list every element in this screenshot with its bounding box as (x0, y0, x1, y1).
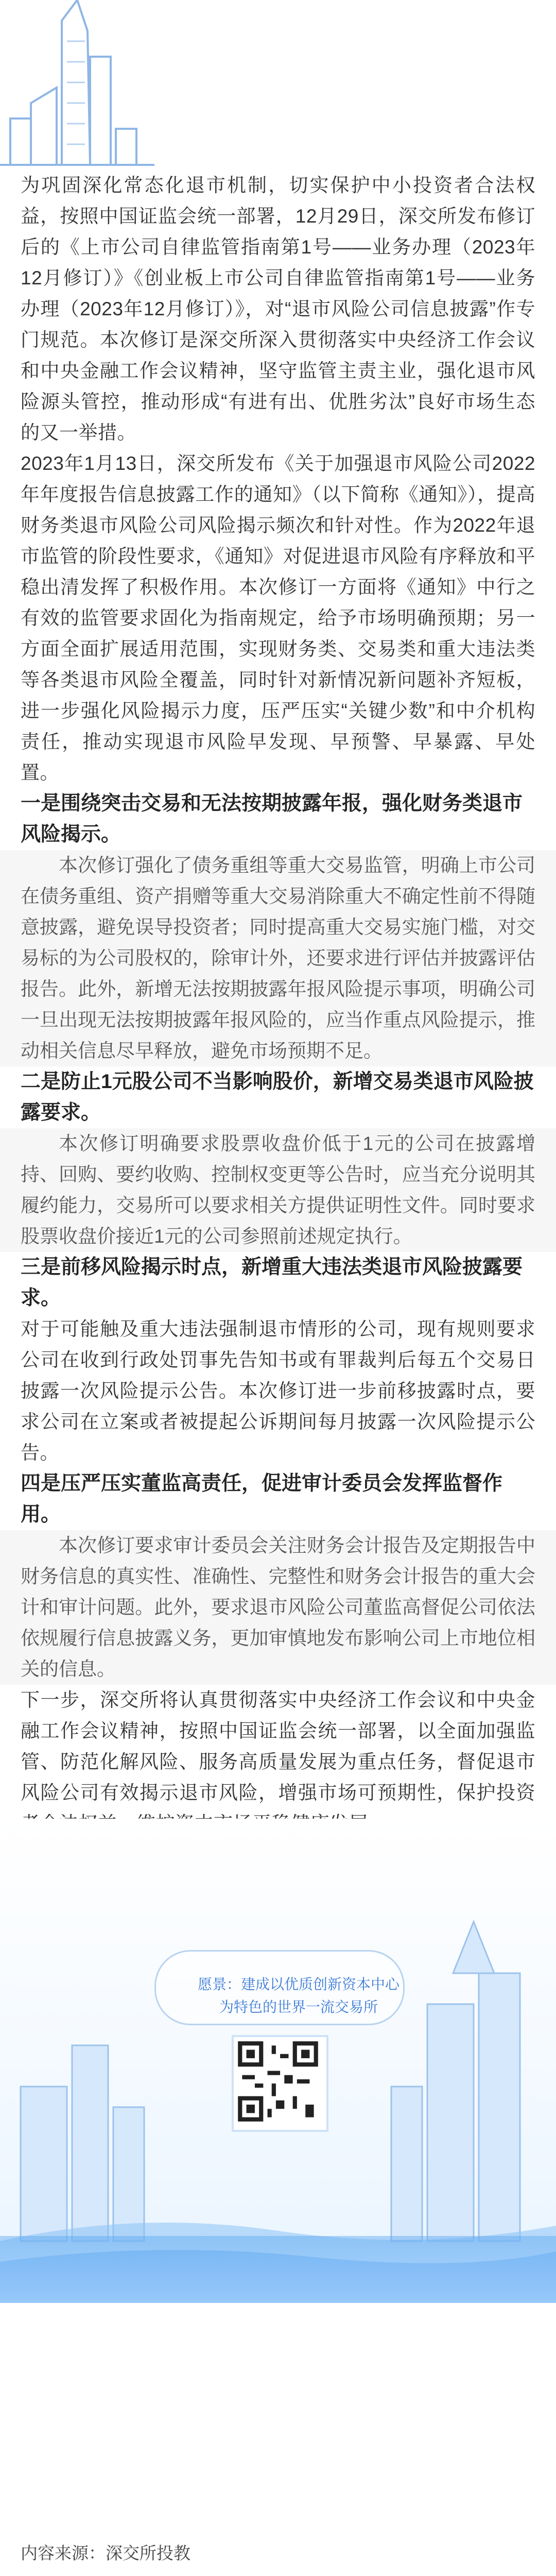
next-steps-paragraph: 下一步，深交所将认真贯彻落实中央经济工作会议和中央金融工作会议精神，按照中国证监会统一部署，以全面加强监管、防范化解风险、服务高质量发展为重点任务，督促退市风险公司有效揭示退市风险，增强市场可预期性，保护投资 (21, 1689, 535, 1803)
city-illustration (0, 1819, 556, 2303)
content-source: 内容来源：深交所投教 (21, 2544, 190, 2563)
top-skyline-banner (0, 0, 556, 170)
section-heading-3: 三是前移风险揭示时点，新增重大违法类退市风险披露要求。 (21, 1256, 523, 1309)
background-paragraph: 2023年1月13日，深交所发布《关于加强退市风险公司2022年年度报告信息披露工作的通知》（以下简称《通知》），提高财务类退市风险公司风险揭示频次和针对性。作为2022年退市监管的阶段性要求，《通知》对促进退市风险有序释放和平稳出清发挥了积极作用。本次修订一方面将《通知》中行之有效的监管要求固化为指南规定，给予市场明确预期；另一方面全面扩展适用范围，实现财务类、交易类和重大违法类等各类退市风险全覆盖，同时针对新情况新问题补齐短板，进一步强化风险揭示力度，压严压实“关键少数”和中介机构责任，推动实现退市风险早发现、早预警、早暴露、早处置。 (21, 453, 535, 783)
motto-line-2: 为特色的世界一流交易所 (219, 1999, 378, 2015)
section-4-paragraph: 本次修订要求审计委员会关注财务会计报告及定期报告中财务信息的真实性、准确性、完整性和财务会计报告的重大会计和审计问题。此外，要求退市风险公司董监高督促公司依法依规履行信息披露义务，更加审慎地发布影响公司上市地位相关的信息。 (0, 1530, 556, 1685)
qr-pattern (234, 2037, 322, 2126)
section-heading-1: 一是围绕突击交易和无法按期披露年报，强化财务类退市风险揭示。 (21, 792, 523, 845)
motto-line-1: 愿景：建成以优质创新资本中心 (197, 1976, 399, 1992)
section-1-paragraph: 本次修订强化了债务重组等重大交易监管，明确上市公司在债务重组、资产捐赠等重大交易消除重大不确定性前不得随意披露，避免误导投资者；同时提高重大交易实施门槛，对交易标的为公司股权的，除审计外，还要求进行评估并披露评估报告。此外，新增无法按期披露年报风险提示事项，明确公司一旦出现无法按期披露年报风险的，应当作重点风险提示，推动相关信息尽早释放，避免市场预期不足。 (0, 850, 556, 1066)
section-2-paragraph: 本次修订明确要求股票收盘价低于1元的公司在披露增持、回购、要约收购、控制权变更等公告时，应当充分说明其履约能力，交易所可以要求相关方提供证明性文件。同时要求股票收盘价接近1元的公司参照前述规定执行。 (0, 1128, 556, 1252)
qr-code-small (232, 2035, 328, 2132)
section-heading-2: 二是防止1元股公司不当影响股价，新增交易类退市风险披露要求。 (21, 1071, 534, 1124)
vision-motto (190, 1973, 407, 2019)
section-3-paragraph: 对于可能触及重大违法强制退市情形的公司，现有规则要求公司在收到行政处罚事先告知书或有罪裁判后每五个交易日披露一次风险提示公告。本次修订进一步前移披露时点，要求公司在立案或者被提起公诉期间每月披露一次风险提示公告。 (21, 1318, 535, 1463)
skyline-illustration (0, 0, 556, 170)
intro-paragraph: 为巩固深化常态化退市机制，切实保护中小投资者合法权益，按照中国证监会统一部署，12月29日，深交所发布修订后的《上市公司自律监管指南第1号——业务办理（2023年12月修订）》《创业板上市公司自律监管指南第1号——业务办理（2023年12月修订）》，对“退市风险公司信息披露”作专门规范。本次修订是深交所深入贯彻落实中央经济工作会议和中央金融工作会议精神，坚守监管主责主业，强化退市风险源头管控，推动形成“有进有出、优胜劣汰”良好市场生态的又一举措。 (21, 175, 535, 443)
section-heading-4: 四是压严压实董监高责任，促进审计委员会发挥监督作用。 (21, 1472, 503, 1526)
ground-wave (0, 2236, 556, 2303)
